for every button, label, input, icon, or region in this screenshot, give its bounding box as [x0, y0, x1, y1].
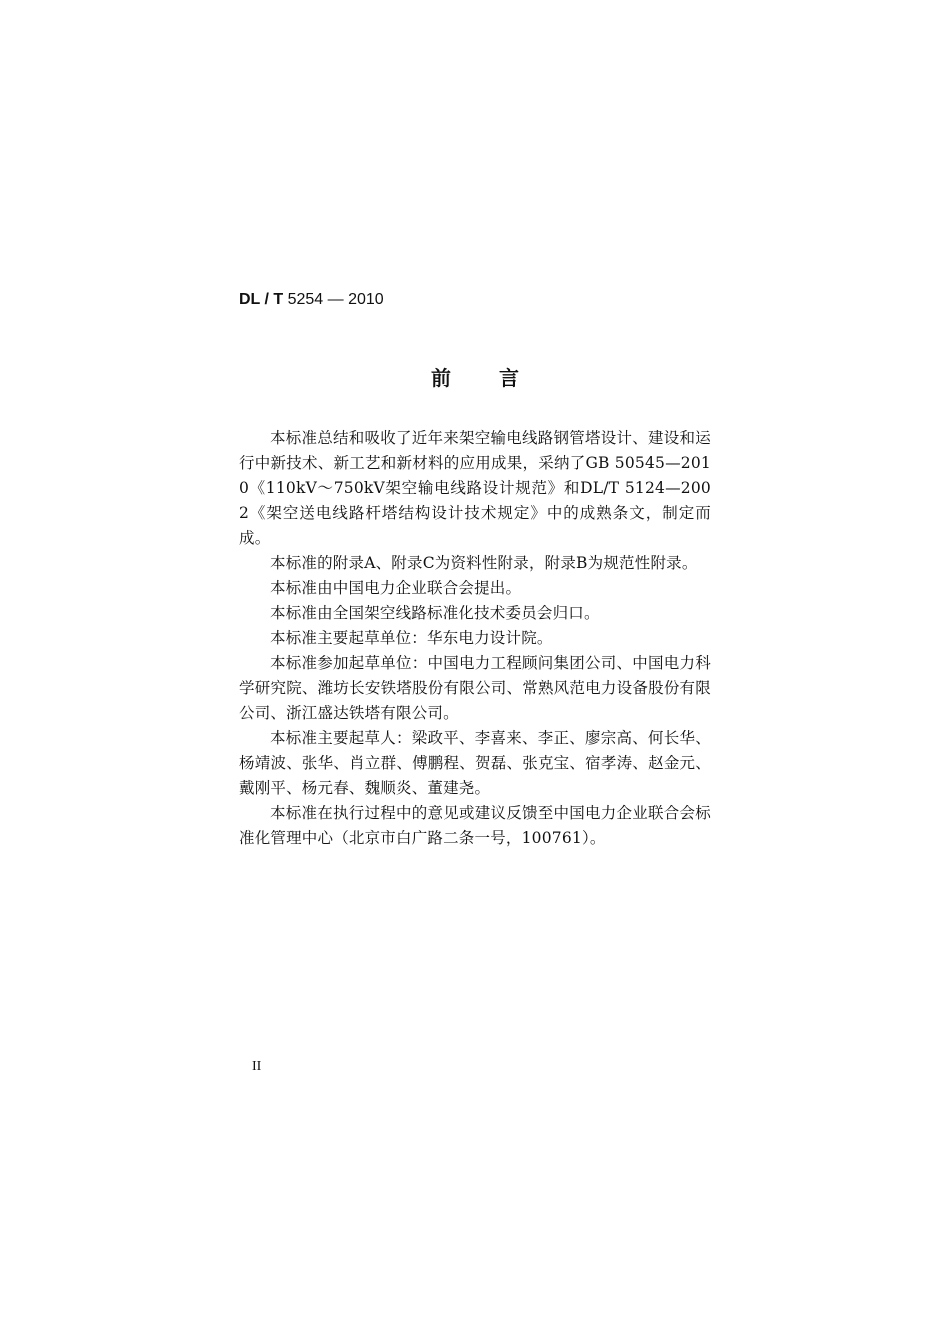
- page-number: II: [252, 1059, 262, 1074]
- standard-code-number: 5254 — 2010: [283, 291, 384, 308]
- foreword-paragraph-summary: 本标准总结和吸收了近年来架空输电线路钢管塔设计、建设和运行中新技术、新工艺和新材料的应用成果，采纳了GB 50545—2010《110kV～750kV架空输电线路设计规范》和DL/T 5124—2002《架空送电线路杆塔结构设计技术规定》中的成熟条文，制定而成。: [239, 429, 711, 547]
- foreword-body: [239, 426, 711, 851]
- foreword-paragraph-drafters: 本标准主要起草人：梁政平、李喜来、李正、廖宗高、何长华、杨靖波、张华、肖立群、傅鹏程、贺磊、张克宝、宿孝涛、赵金元、戴刚平、杨元春、魏顺炎、董建尧。: [239, 729, 711, 797]
- foreword-paragraph-feedback: 本标准在执行过程中的意见或建议反馈至中国电力企业联合会标准化管理中心（北京市白广路二条一号，100761）。: [239, 804, 711, 847]
- foreword-paragraph-participants: 本标准参加起草单位：中国电力工程顾问集团公司、中国电力科学研究院、潍坊长安铁塔股份有限公司、常熟风范电力设备股份有限公司、浙江盛达铁塔有限公司。: [239, 654, 711, 722]
- standard-code-header: [239, 290, 384, 310]
- foreword-paragraph-proposer: 本标准由中国电力企业联合会提出。: [270, 579, 522, 597]
- page-title: 前言: [431, 366, 567, 390]
- foreword-paragraph-main-drafter: 本标准主要起草单位：华东电力设计院。: [270, 629, 553, 647]
- foreword-paragraph-committee: 本标准由全国架空线路标准化技术委员会归口。: [270, 604, 600, 622]
- standard-code-prefix: DL / T: [239, 291, 284, 308]
- foreword-paragraph-appendix: 本标准的附录A、附录C为资料性附录，附录B为规范性附录。: [270, 554, 698, 572]
